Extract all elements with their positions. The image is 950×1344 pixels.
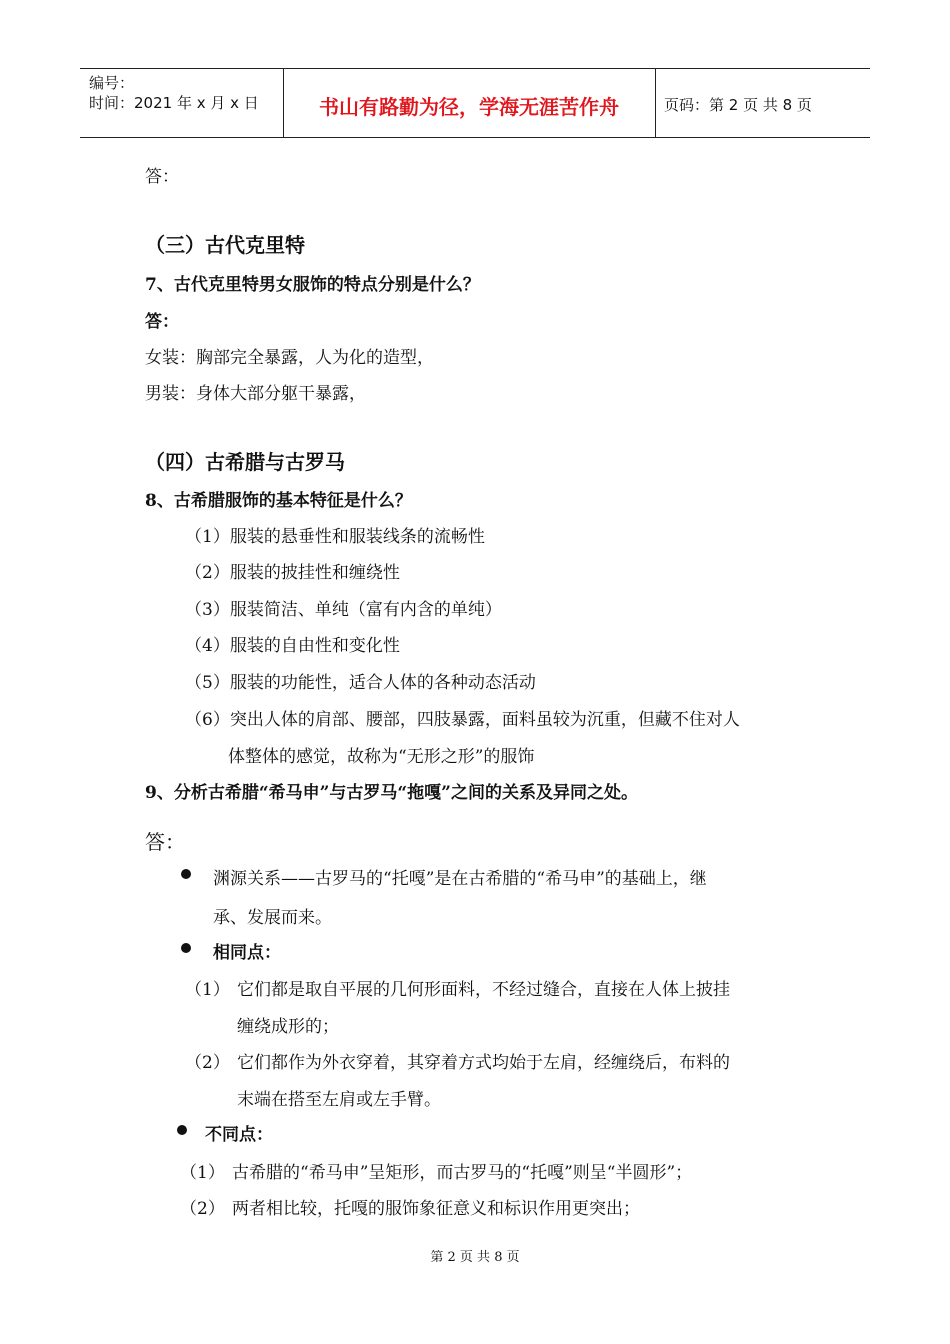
time-label: 时间：2021 年 x 月 x 日 [89, 94, 259, 112]
answer-line: 男装：身体大部分躯干暴露， [145, 384, 366, 404]
subheading: 相同点： [213, 943, 281, 963]
list-item: （3）服装简洁、单纯（富有内含的单纯） [185, 600, 502, 620]
subheading: 不同点： [205, 1125, 273, 1145]
answer-label: 答： [145, 312, 179, 332]
header-motto-cell [283, 69, 656, 137]
answer-label: 答： [145, 830, 185, 854]
answer-line: 两者相比较，托嘎的服饰象征意义和标识作用更突出； [232, 1199, 640, 1219]
page-header [80, 68, 870, 138]
bullet-icon [181, 869, 191, 879]
answer-line: 它们都是取自平展的几何形面料，不经过缝合，直接在人体上披挂 [237, 980, 730, 1000]
number-label: 编号： [89, 74, 135, 92]
motto-text: 书山有路勤为径，学海无涯苦作舟 [319, 95, 619, 119]
item-number: （2） [185, 1053, 230, 1073]
list-item-continuation: 体整体的感觉，故称为“无形之形”的服饰 [228, 747, 535, 767]
page-footer: 第 2 页 共 8 页 [430, 1250, 520, 1265]
answer-line: 古希腊的“希马申”呈矩形，而古罗马的“托嘎”则呈“半圆形”； [232, 1163, 693, 1183]
list-item: （4）服装的自由性和变化性 [185, 636, 400, 656]
answer-line: 缠绕成形的； [237, 1017, 339, 1037]
item-number: （2） [180, 1199, 225, 1219]
answer-line: 女装：胸部完全暴露，人为化的造型， [145, 348, 434, 368]
page-info: 页码：第 2 页 共 8 页 [664, 96, 812, 114]
item-number: （1） [185, 980, 230, 1000]
header-right-cell [655, 69, 870, 137]
bullet-icon [181, 943, 191, 953]
question-8: 8、古希腊服饰的基本特征是什么？ [145, 491, 412, 511]
list-item: （1）服装的悬垂性和服装线条的流畅性 [185, 527, 485, 547]
section-title: （三）古代克里特 [145, 233, 305, 257]
answer-label: 答： [145, 167, 179, 187]
question-7: 7、古代克里特男女服饰的特点分别是什么？ [145, 275, 480, 295]
list-item: （6）突出人体的肩部、腰部，四肢暴露，面料虽较为沉重，但藏不住对人 [185, 710, 740, 730]
answer-line: 末端在搭至左肩或左手臂。 [237, 1090, 441, 1110]
item-number: （1） [180, 1163, 225, 1183]
header-left-cell [80, 69, 284, 137]
bullet-icon [177, 1125, 187, 1135]
section-title: （四）古希腊与古罗马 [145, 450, 345, 474]
answer-line: 它们都作为外衣穿着，其穿着方式均始于左肩，经缠绕后，布料的 [237, 1053, 730, 1073]
list-item: （5）服装的功能性，适合人体的各种动态活动 [185, 673, 536, 693]
answer-line: 承、发展而来。 [213, 908, 332, 928]
list-item: （2）服装的披挂性和缠绕性 [185, 563, 400, 583]
answer-line: 渊源关系——古罗马的“托嘎”是在古希腊的“希马申”的基础上，继 [213, 869, 707, 889]
question-9: 9、分析古希腊“希马申”与古罗马“拖嘎”之间的关系及异同之处。 [145, 783, 638, 803]
